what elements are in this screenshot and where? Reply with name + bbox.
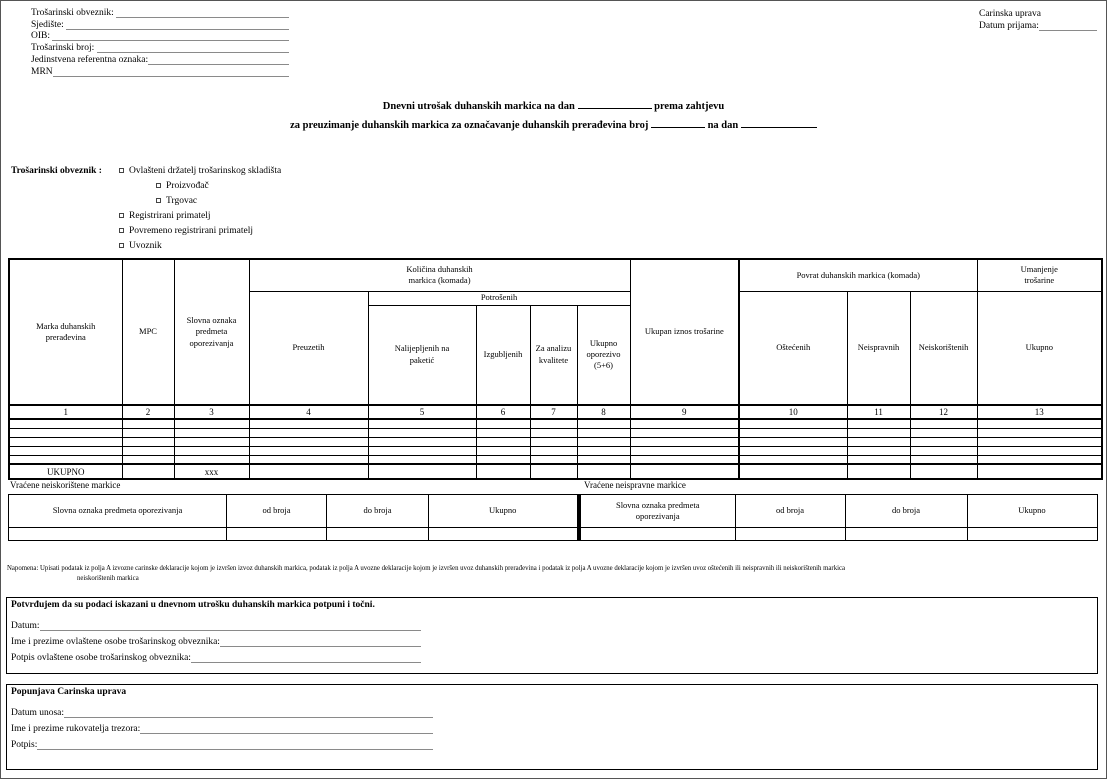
confirmation-box bbox=[6, 597, 1098, 674]
returned-defective-label: Vraćene neispravne markice bbox=[584, 480, 686, 490]
column-number: 7 bbox=[530, 405, 577, 419]
empty-cell[interactable] bbox=[122, 428, 174, 437]
empty-cell[interactable] bbox=[122, 464, 174, 479]
col-header-nalijepljenih: Nalijepljenih na paketić bbox=[368, 305, 476, 405]
empty-cell[interactable] bbox=[368, 419, 476, 428]
col-header-ukupno: Ukupno bbox=[429, 495, 578, 528]
blank-line[interactable] bbox=[1039, 21, 1097, 31]
col-header-ostecenih: Oštećenih bbox=[739, 291, 847, 405]
field-label: MRN bbox=[31, 66, 53, 77]
empty-cell[interactable] bbox=[910, 428, 977, 437]
title-line-1: Dnevni utrošak duhanskih markica na dan prema zahtjevu bbox=[382, 101, 725, 112]
empty-cell[interactable] bbox=[249, 428, 368, 437]
empty-cell[interactable] bbox=[577, 446, 630, 455]
confirmation-title: Potvrđujem da su podaci iskazani u dnevnom utrošku duhanskih markica potpuni i točni. bbox=[11, 600, 375, 610]
empty-cell[interactable] bbox=[847, 464, 910, 479]
header-group-row bbox=[9, 259, 1102, 291]
empty-cell[interactable] bbox=[368, 437, 476, 446]
empty-cell[interactable] bbox=[847, 446, 910, 455]
column-number-row bbox=[9, 405, 1102, 419]
empty-cell[interactable] bbox=[910, 419, 977, 428]
col-header-mpc: MPC bbox=[122, 259, 174, 405]
table-row bbox=[9, 437, 1102, 446]
empty-cell[interactable] bbox=[577, 464, 630, 479]
field-label: Datum unosa: bbox=[11, 708, 65, 718]
empty-cell[interactable] bbox=[368, 428, 476, 437]
empty-cell[interactable] bbox=[476, 464, 530, 479]
empty-cell[interactable] bbox=[739, 428, 847, 437]
table-row bbox=[580, 528, 1097, 541]
empty-cell[interactable] bbox=[977, 455, 1102, 464]
field-label: Datum prijama: bbox=[979, 21, 1039, 31]
empty-cell[interactable] bbox=[122, 455, 174, 464]
field-potpis bbox=[11, 734, 433, 750]
option-ovlasteni-drzatelj: Ovlašteni držatelj trošarinskog skladišta bbox=[119, 163, 461, 178]
empty-cell[interactable] bbox=[530, 455, 577, 464]
empty-cell[interactable] bbox=[739, 437, 847, 446]
empty-cell[interactable] bbox=[577, 419, 630, 428]
table-header-row bbox=[9, 495, 578, 528]
empty-cell[interactable] bbox=[476, 428, 530, 437]
checkbox-icon[interactable] bbox=[156, 198, 161, 203]
empty-cell[interactable] bbox=[174, 419, 249, 428]
column-number: 11 bbox=[847, 405, 910, 419]
empty-cell[interactable] bbox=[530, 446, 577, 455]
column-number: 3 bbox=[174, 405, 249, 419]
empty-cell[interactable] bbox=[249, 464, 368, 479]
customs-office-label: Carinska uprava bbox=[979, 8, 1041, 19]
col-header-od-broja: od broja bbox=[735, 495, 845, 528]
field-label: Datum: bbox=[11, 621, 40, 631]
checkbox-icon[interactable] bbox=[119, 168, 124, 173]
group-header-umanjenje: Umanjenje trošarine bbox=[977, 259, 1102, 291]
empty-cell[interactable] bbox=[368, 464, 476, 479]
blank-line[interactable] bbox=[52, 31, 289, 41]
title-line-2: za preuzimanje duhanskih markica za označavanje duhanskih prerađevina broj na dan bbox=[1, 119, 1106, 131]
column-number: 2 bbox=[122, 405, 174, 419]
empty-cell[interactable] bbox=[249, 437, 368, 446]
empty-cell[interactable] bbox=[630, 428, 739, 437]
empty-cell[interactable] bbox=[910, 437, 977, 446]
empty-cell[interactable] bbox=[735, 528, 845, 541]
group-header-povrat: Povrat duhanskih markica (komada) bbox=[739, 259, 977, 291]
empty-cell[interactable] bbox=[977, 464, 1102, 479]
field-label: Ime i prezime rukovatelja trezora: bbox=[11, 724, 141, 734]
document-title bbox=[1, 100, 1106, 131]
empty-cell[interactable] bbox=[845, 528, 967, 541]
empty-cell[interactable] bbox=[174, 455, 249, 464]
column-number: 10 bbox=[739, 405, 847, 419]
empty-cell[interactable] bbox=[847, 437, 910, 446]
empty-cell[interactable] bbox=[476, 455, 530, 464]
empty-cell[interactable] bbox=[739, 455, 847, 464]
field-ime-rukovatelja bbox=[11, 718, 433, 734]
taxpayer-id-block bbox=[31, 6, 289, 77]
customs-header-block bbox=[979, 6, 1099, 31]
returned-unused-table bbox=[8, 494, 579, 541]
empty-cell[interactable] bbox=[327, 528, 429, 541]
col-header-marka: Marka duhanskih prerađevina bbox=[9, 259, 122, 405]
field-label: Potpis ovlaštene osobe trošarinskog obveznika: bbox=[11, 653, 191, 663]
option-trgovac: Trgovac bbox=[156, 193, 461, 208]
empty-cell[interactable] bbox=[368, 446, 476, 455]
col-header-ukupno-oporezivo: Ukupno oporezivo (5+6) bbox=[577, 305, 630, 405]
blank-date[interactable] bbox=[741, 119, 817, 128]
empty-cell[interactable] bbox=[9, 528, 227, 541]
col-header-od-broja: od broja bbox=[227, 495, 327, 528]
total-label: UKUPNO bbox=[9, 464, 122, 479]
blank-line[interactable] bbox=[140, 724, 433, 734]
column-number: 13 bbox=[977, 405, 1102, 419]
col-header-preuzetih: Preuzetih bbox=[249, 291, 368, 405]
field-trosarinski-broj bbox=[31, 41, 289, 53]
empty-cell[interactable] bbox=[476, 446, 530, 455]
customs-box bbox=[6, 684, 1098, 770]
empty-cell[interactable] bbox=[910, 455, 977, 464]
blank-line[interactable] bbox=[37, 740, 433, 750]
empty-cell[interactable] bbox=[9, 455, 122, 464]
empty-cell[interactable] bbox=[122, 419, 174, 428]
group-header-potrosenih: Potrošenih bbox=[368, 291, 630, 305]
section-label: Trošarinski obveznik : bbox=[11, 166, 102, 176]
option-uvoznik: Uvoznik bbox=[119, 238, 461, 253]
field-trosarinski-obveznik bbox=[31, 6, 289, 18]
col-header-neiskoristenih: Neiskorištenih bbox=[910, 291, 977, 405]
total-row bbox=[9, 464, 1102, 479]
empty-cell[interactable] bbox=[227, 528, 327, 541]
empty-cell[interactable] bbox=[977, 446, 1102, 455]
empty-cell[interactable] bbox=[9, 428, 122, 437]
empty-cell[interactable] bbox=[630, 446, 739, 455]
blank-line[interactable] bbox=[66, 20, 289, 30]
col-header-izgubljenih: Izgubljenih bbox=[476, 305, 530, 405]
footnote bbox=[7, 564, 1102, 583]
empty-cell[interactable] bbox=[530, 437, 577, 446]
table-row bbox=[9, 455, 1102, 464]
blank-line[interactable] bbox=[148, 55, 289, 65]
field-label: Trošarinski obveznik: bbox=[31, 7, 114, 18]
empty-cell[interactable] bbox=[739, 464, 847, 479]
empty-cell[interactable] bbox=[967, 528, 1097, 541]
field-datum bbox=[11, 615, 421, 631]
empty-cell[interactable] bbox=[739, 419, 847, 428]
checkbox-icon[interactable] bbox=[119, 243, 124, 248]
column-number: 12 bbox=[910, 405, 977, 419]
empty-cell[interactable] bbox=[249, 446, 368, 455]
col-header-do-broja: do broja bbox=[327, 495, 429, 528]
blank-line[interactable] bbox=[191, 653, 421, 663]
option-povremeno-registrirani: Povremeno registrirani primatelj bbox=[119, 223, 461, 238]
empty-cell[interactable] bbox=[577, 428, 630, 437]
col-header-do-broja: do broja bbox=[845, 495, 967, 528]
empty-cell[interactable] bbox=[630, 464, 739, 479]
footnote-line-2: neiskorištenih markica bbox=[77, 574, 139, 582]
blank-line[interactable] bbox=[220, 637, 421, 647]
option-registrirani-primatelj: Registrirani primatelj bbox=[119, 208, 461, 223]
empty-cell[interactable] bbox=[9, 419, 122, 428]
empty-cell[interactable] bbox=[577, 455, 630, 464]
field-datum-unosa bbox=[11, 702, 433, 718]
blank-line[interactable] bbox=[97, 43, 289, 53]
empty-cell[interactable] bbox=[577, 437, 630, 446]
empty-cell[interactable] bbox=[249, 419, 368, 428]
empty-cell[interactable] bbox=[174, 428, 249, 437]
empty-cell[interactable] bbox=[847, 428, 910, 437]
field-ime-ovlastene-osobe bbox=[11, 631, 421, 647]
col-header-slovna-oznaka: Slovna oznaka predmeta oporezivanja bbox=[9, 495, 227, 528]
empty-cell[interactable] bbox=[9, 437, 122, 446]
col-header-slovna-oznaka: Slovna oznaka predmeta oporezivanja bbox=[580, 495, 735, 528]
col-header-slovna-oznaka: Slovna oznaka predmeta oporezivanja bbox=[174, 259, 249, 405]
blank-date[interactable] bbox=[578, 100, 652, 109]
blank-line[interactable] bbox=[53, 67, 289, 77]
column-number: 5 bbox=[368, 405, 476, 419]
column-number: 9 bbox=[630, 405, 739, 419]
col-header-ukupno: Ukupno bbox=[967, 495, 1097, 528]
column-number: 4 bbox=[249, 405, 368, 419]
field-label: Sjedište: bbox=[31, 19, 64, 30]
empty-cell[interactable] bbox=[9, 446, 122, 455]
col-header-ukupno: Ukupno bbox=[977, 291, 1102, 405]
daily-consumption-table bbox=[8, 258, 1103, 480]
empty-cell[interactable] bbox=[910, 446, 977, 455]
group-header-kolicina: Količina duhanskih markica (komada) bbox=[249, 259, 630, 291]
checkbox-icon[interactable] bbox=[156, 183, 161, 188]
empty-cell[interactable] bbox=[977, 419, 1102, 428]
field-datum-prijama bbox=[979, 19, 1099, 32]
blank-line[interactable] bbox=[64, 708, 433, 718]
field-label: Ime i prezime ovlaštene osobe trošarinskog obveznika: bbox=[11, 637, 220, 647]
empty-cell[interactable] bbox=[977, 428, 1102, 437]
field-label: Jedinstvena referentna oznaka: bbox=[31, 54, 149, 65]
checkbox-icon[interactable] bbox=[119, 213, 124, 218]
empty-cell[interactable] bbox=[122, 446, 174, 455]
empty-cell[interactable] bbox=[580, 528, 735, 541]
field-oib bbox=[31, 30, 289, 42]
returned-unused-label: Vraćene neiskorištene markice bbox=[10, 480, 121, 490]
empty-cell[interactable] bbox=[174, 446, 249, 455]
column-number: 1 bbox=[9, 405, 122, 419]
col-header-neispravnih: Neispravnih bbox=[847, 291, 910, 405]
table-row bbox=[9, 428, 1102, 437]
empty-cell[interactable] bbox=[122, 437, 174, 446]
footnote-line-1: Napomena: Upisati podatak iz polja A izvozne carinske deklaracije kojom je izvršen izvoz duhanskih markica, podatak iz polja A uvozne deklaracije kojom je izvršen uvoz duhanskih prerađevina i podatak iz polja A uvozne deklaracije kojom je izvršen uvoz oštećenih ili neispravnih ili neiskorištenih markica bbox=[7, 565, 846, 572]
customs-box-title: Popunjava Carinska uprava bbox=[11, 687, 127, 697]
field-sjediste bbox=[31, 18, 289, 30]
col-header-ukupan-iznos: Ukupan iznos trošarine bbox=[630, 259, 739, 405]
blank-line[interactable] bbox=[116, 8, 289, 18]
col-header-za-analizu: Za analizu kvalitete bbox=[530, 305, 577, 405]
table-row bbox=[9, 446, 1102, 455]
empty-cell[interactable] bbox=[249, 455, 368, 464]
empty-cell[interactable] bbox=[530, 464, 577, 479]
empty-cell[interactable] bbox=[977, 437, 1102, 446]
total-xxx-cell: xxx bbox=[174, 464, 249, 479]
checkbox-icon[interactable] bbox=[119, 228, 124, 233]
empty-cell[interactable] bbox=[476, 419, 530, 428]
field-label: Potpis: bbox=[11, 740, 38, 750]
field-jedinstvena-oznaka bbox=[31, 53, 289, 65]
table-row bbox=[9, 528, 578, 541]
empty-cell[interactable] bbox=[847, 419, 910, 428]
empty-cell[interactable] bbox=[630, 419, 739, 428]
returned-defective-table bbox=[579, 494, 1098, 541]
field-mrn bbox=[31, 65, 289, 77]
table-row bbox=[9, 419, 1102, 428]
empty-cell[interactable] bbox=[530, 428, 577, 437]
taxpayer-type-section bbox=[11, 163, 461, 253]
empty-cell[interactable] bbox=[429, 528, 578, 541]
field-label: OIB: bbox=[31, 31, 50, 42]
table-header-row bbox=[580, 495, 1097, 528]
empty-cell[interactable] bbox=[630, 437, 739, 446]
empty-cell[interactable] bbox=[368, 455, 476, 464]
empty-cell[interactable] bbox=[476, 437, 530, 446]
blank-line[interactable] bbox=[40, 621, 422, 631]
empty-cell[interactable] bbox=[910, 464, 977, 479]
field-label: Trošarinski broj: bbox=[31, 43, 95, 54]
empty-cell[interactable] bbox=[847, 455, 910, 464]
field-potpis-ovlastene-osobe bbox=[11, 647, 421, 663]
column-number: 8 bbox=[577, 405, 630, 419]
option-proizvodac: Proizvođač bbox=[156, 178, 461, 193]
blank-number[interactable] bbox=[651, 119, 705, 128]
empty-cell[interactable] bbox=[630, 455, 739, 464]
empty-cell[interactable] bbox=[739, 446, 847, 455]
column-number: 6 bbox=[476, 405, 530, 419]
empty-cell[interactable] bbox=[530, 419, 577, 428]
empty-cell[interactable] bbox=[174, 437, 249, 446]
